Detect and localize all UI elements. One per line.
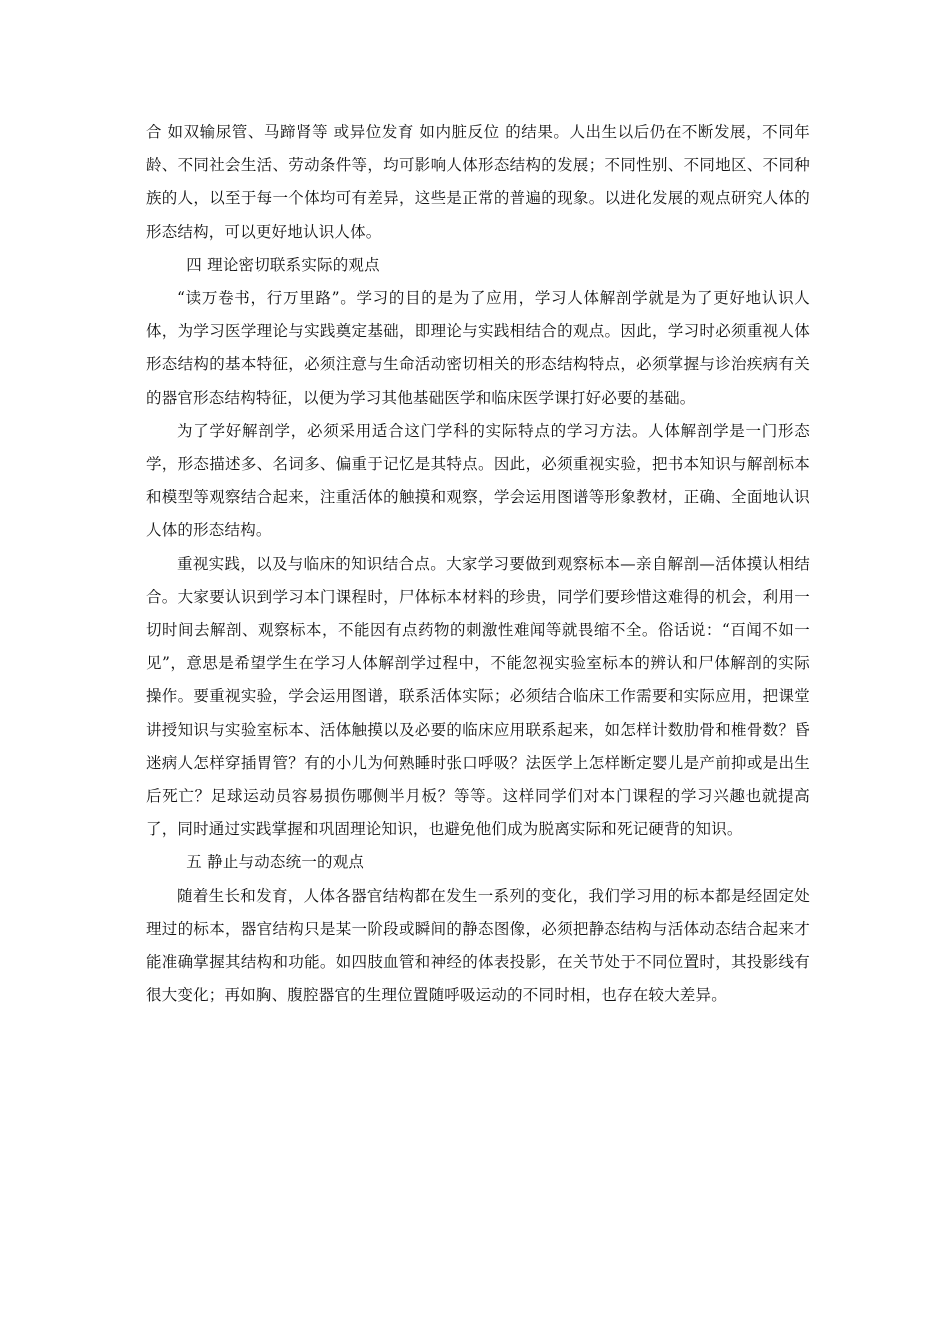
paragraph-study-method: 为了学好解剖学，必须采用适合这门学科的实际特点的学习方法。人体解剖学是一门形态学，形态描述多、名词多、偏重于记忆是其特点。因此，必须重视实验，把书本知识与解剖标本和模型等观察结合起来，注重活体的触摸和观察，学会运用图谱等形象教材，正确、全面地认识人体的形态结构。 bbox=[146, 421, 810, 540]
paragraph-development-variation: 合 如双输尿管、马蹄肾等 或异位发育 如内脏反位 的结果。人出生以后仍在不断发展，不同年龄、不同社会生活、劳动条件等，均可影响人体形态结构的发展；不同性别、不同地区、不同种族的人，以至于每一个体均可有差异，这些是正常的普遍的现象。以进化发展的观点研究人体的形态结构，可以更好地认识人体。 bbox=[146, 123, 810, 241]
section-heading-theory-practice: 四 理论密切联系实际的观点 bbox=[186, 255, 380, 274]
paragraph-practice-clinical: 重视实践，以及与临床的知识结合点。大家学习要做到观察标本—亲自解剖—活体摸认相结合。大家要认识到学习本门课程时，尸体标本材料的珍贵，同学们要珍惜这难得的机会，利用一切时间去解剖、观察标本，不能因有点药物的刺激性难闻等就畏缩不全。俗话说：“百闻不如一见”，意思是希望学生在学习人体解剖学过程中，不能忽视实验室标本的辨认和尸体解剖的实际操作。要重视实验，学会运用图谱，联系活体实际；必须结合临床工作需要和实际应用，把课堂讲授知识与实验室标本、活体触摸以及必要的临床应用联系起来，如怎样计数肋骨和椎骨数？昏迷病人怎样穿插胃管？有的小儿为何熟睡时张口呼吸？法医学上怎样断定婴儿是产前抑或是出生后死亡？足球运动员容易损伤哪侧半月板？等等。这样同学们对本门课程的学习兴趣也就提高了，同时通过实践掌握和巩固理论知识，也避免他们成为脱离实际和死记硬背的知识。 bbox=[146, 554, 810, 839]
section-heading-static-dynamic: 五 静止与动态统一的观点 bbox=[186, 853, 365, 872]
document-body bbox=[146, 116, 810, 1012]
paragraph-theory-practice: “读万卷书，行万里路”。学习的目的是为了应用，学习人体解剖学就是为了更好地认识人体，为学习医学理论与实践奠定基础，即理论与实践相结合的观点。因此，学习时必须重视人体形态结构的基本特征，必须注意与生命活动密切相关的形态结构特点，必须掌握与诊治疾病有关的器官形态结构特征，以便为学习其他基础医学和临床医学课打好必要的基础。 bbox=[146, 289, 810, 407]
paragraph-static-dynamic: 随着生长和发育，人体各器官结构都在发生一系列的变化，我们学习用的标本都是经固定处理过的标本，器官结构只是某一阶段或瞬间的静态图像，必须把静态结构与活体动态结合起来才能准确掌握其结构和功能。如四肢血管和神经的体表投影，在关节处于不同位置时，其投影线有很大变化；再如胸、腹腔器官的生理位置随呼吸运动的不同时相，也存在较大差异。 bbox=[146, 886, 810, 1005]
